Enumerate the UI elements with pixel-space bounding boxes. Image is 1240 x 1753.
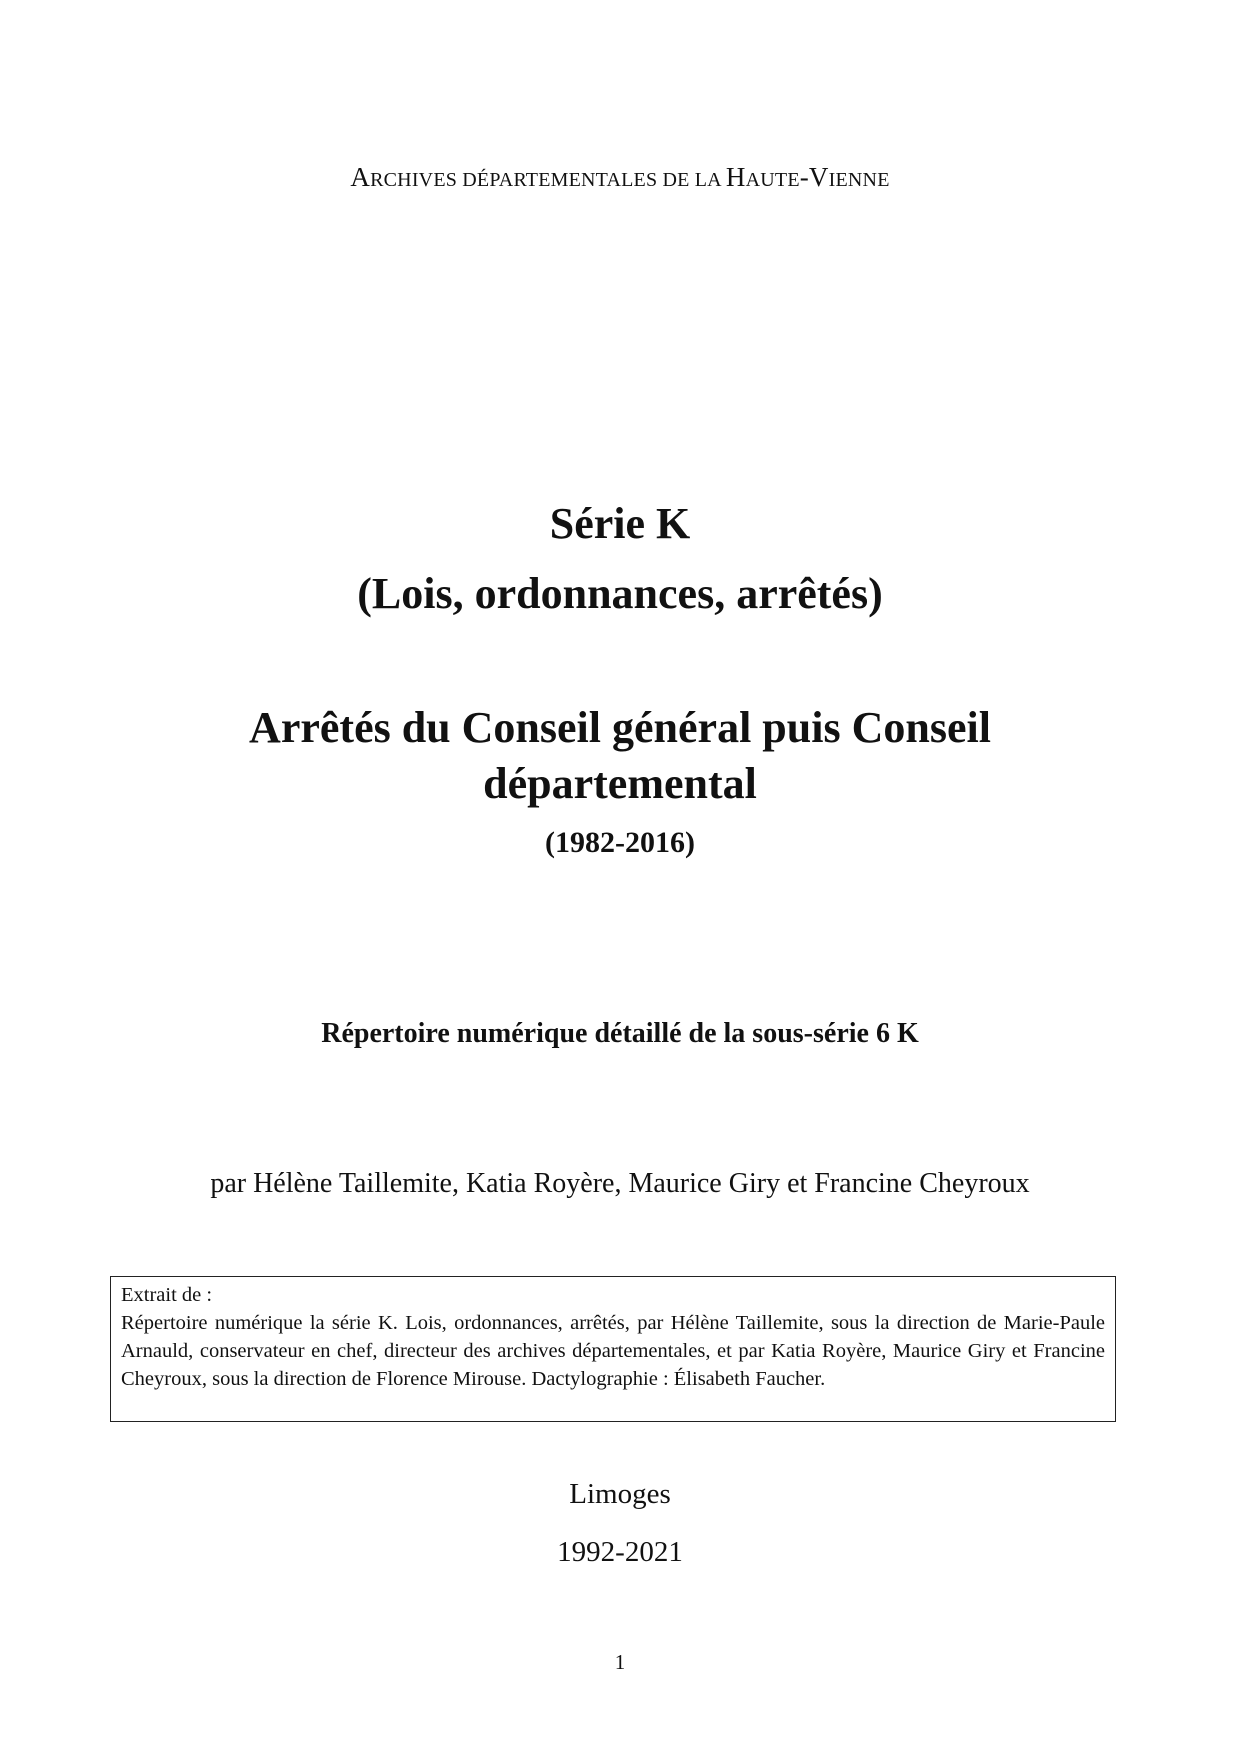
repertoire-heading: Répertoire numérique détaillé de la sous-série 6 K xyxy=(321,1018,919,1049)
header-part: -V xyxy=(799,162,829,192)
date-range: (1982-2016) xyxy=(545,826,695,859)
serie-subtitle: (Lois, ordonnances, arrêtés) xyxy=(357,569,883,618)
extract-label: Extrait de : xyxy=(121,1284,213,1306)
header-part: H xyxy=(725,162,746,192)
header-part: AUTE xyxy=(745,169,800,191)
extract-text: Répertoire numérique la série K. Lois, ordonnances, arrêtés, par Hélène Taillemite, sous la direction de Marie-Paule Arnauld, conservateur en chef, directeur des archives départementales, et par Katia Royère, Maurice Giry et Francine Cheyroux, sous la direction de Florence Mirouse. Dactylographie : Élisabeth Faucher. xyxy=(121,1312,1105,1390)
serie-title: Série K xyxy=(549,499,691,548)
header-part: A xyxy=(350,162,371,192)
page-number: 1 xyxy=(614,1650,626,1674)
document-title: Arrêtés du Conseil général puis Conseil départemental xyxy=(249,703,991,808)
institution-header xyxy=(0,162,1240,193)
header-part: RCHIVES DÉPARTEMENTALES DE LA xyxy=(370,169,726,191)
authors-line: par Hélène Taillemite, Katia Royère, Maurice Giry et Francine Cheyroux xyxy=(210,1168,1030,1199)
extract-box xyxy=(110,1276,1116,1422)
publication-city: Limoges xyxy=(569,1478,671,1510)
header-part: IENNE xyxy=(828,169,890,191)
publication-years: 1992-2021 xyxy=(557,1536,683,1568)
